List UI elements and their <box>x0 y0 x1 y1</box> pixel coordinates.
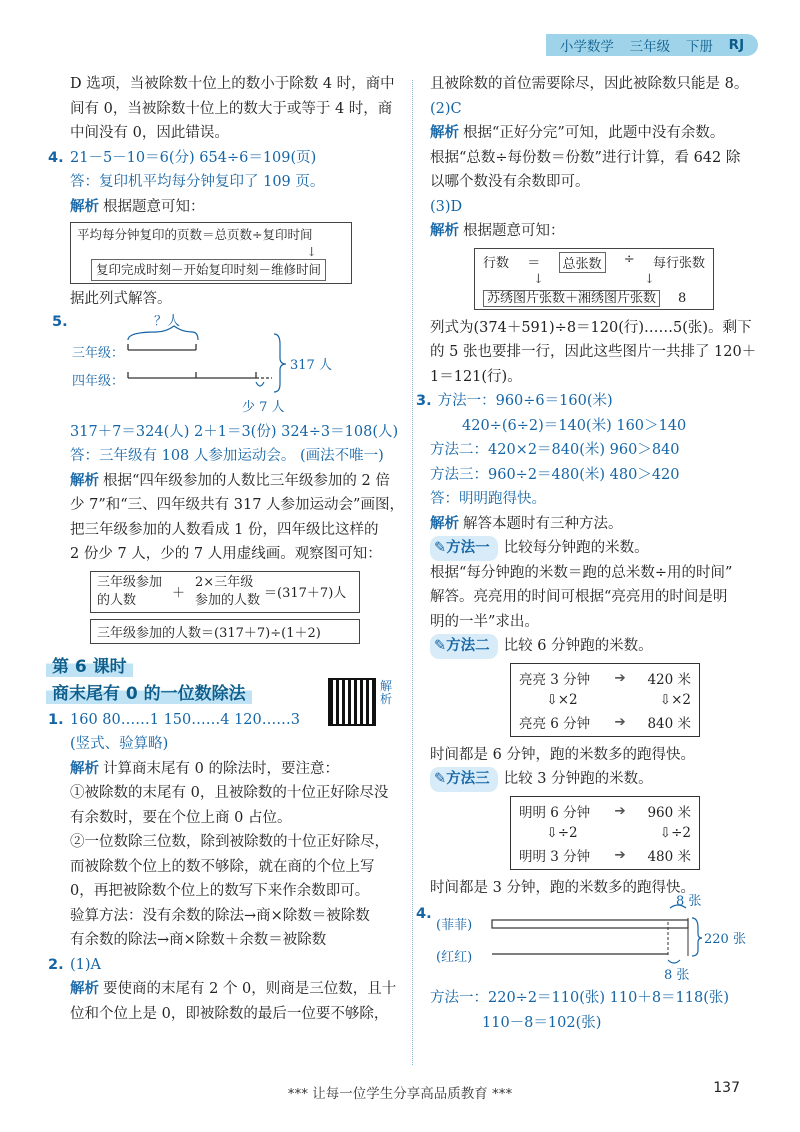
method-two-badge: ✎方法二 <box>430 634 498 659</box>
c3-b6: 苏绣图片张数＋湘绣图片张数 <box>483 290 660 307</box>
q5-formula-box <box>90 571 360 613</box>
c3-b2: ＝ <box>527 255 541 271</box>
t1-r2b: 840 米 <box>647 715 691 732</box>
c2-line: 根据“总数÷每份数＝份数”进行计算，看 642 除 <box>430 149 741 166</box>
c3-b5: 每行张数 <box>652 255 705 271</box>
c3-b4: ÷ <box>623 251 635 267</box>
c3-relation-box <box>474 248 714 310</box>
bulb-icon: ✎ <box>434 540 447 556</box>
qr-label: 解析 <box>380 679 393 706</box>
l1-line: 1. 160 80……1 150……4 120……3 <box>48 711 300 728</box>
right-arrow-icon: ➔ <box>614 669 626 686</box>
qr-code-icon[interactable] <box>328 678 376 726</box>
q3-f1-line: 解答。亮亮用的时间可根据“亮亮用的时间是明 <box>430 589 728 605</box>
q3-table-2 <box>510 796 760 870</box>
q3-m1: 3. 方法一：960÷6＝160(米) <box>416 393 613 409</box>
q4-after: 据此列式解答。 <box>70 291 172 307</box>
q4-equation: 4. 21－5－10＝6(分) 654÷6＝109(页) <box>48 149 317 166</box>
t1-r1b: 420 米 <box>647 671 691 688</box>
c2-line: 以哪个数没有余数即可。 <box>430 174 590 190</box>
q4-box-bottom: 复印完成时刻－开始复印时刻－维修时间 <box>91 259 326 281</box>
down-arrow-icon: ↓ <box>306 244 317 259</box>
f-a2: 的人数 <box>97 592 137 608</box>
c2-analysis: 解析 根据“正好分完”可知，此题中没有余数。 <box>430 125 725 141</box>
f-b2: 参加的人数 <box>195 592 261 608</box>
c3-line: 列式为(374＋591)÷8＝120(行)……5(张)。剩下 <box>430 319 752 336</box>
q3-f3: ✎方法三 比较 3 分钟跑的米数。 <box>430 767 760 792</box>
q3-answer: 答：明明跑得快。 <box>430 491 546 507</box>
q5-analysis: 解析 根据“四年级参加的人数比三年级参加的 2 倍 <box>70 472 390 489</box>
l1-line-text: 验算方法：没有余数的除法→商×除数＝被除数 <box>70 907 370 924</box>
f-plus: ＋ <box>172 586 186 601</box>
q4r-m1b: 110－8＝102(张) <box>482 1014 602 1031</box>
method-three-badge: ✎方法三 <box>430 767 498 792</box>
l1-line-text: 有余数时，要在个位上商 0 占位。 <box>70 809 292 826</box>
lesson-title: 商末尾有 0 的一位数除法 <box>46 679 252 704</box>
c3-b1: 行数 <box>483 255 510 271</box>
header-subject: 小学数学 <box>559 39 614 55</box>
right-column <box>416 72 760 1035</box>
l1-line-text: 0，再把被除数个位上的数写下来作余数即可。 <box>70 883 370 899</box>
q5-formula-box-2: 三年级参加的人数＝(317＋7)÷(1＋2) <box>90 619 360 644</box>
c2-label: (2)C <box>430 100 462 117</box>
q5-analysis-line: 把三年级参加的人数看成 1 份，四年级比这样的 <box>70 521 379 538</box>
method-one-badge: ✎方法一 <box>430 536 498 561</box>
f-a1: 三年级参加 <box>97 574 163 590</box>
q3-m3: 方法三：960÷2＝480(米) 480＞420 <box>430 466 680 483</box>
t1-mb: ⇩×2 <box>659 691 691 708</box>
q4-bot8: 8 张 <box>664 968 690 983</box>
l1-line-text: 而被除数个位上的数不够除，就在商的个位上写 <box>70 858 375 875</box>
q3-m2: 方法二：420×2＝840(米) 960＞840 <box>430 442 680 458</box>
q4-hh: (红红) <box>436 950 473 965</box>
q5-row-grade3: 三年级： <box>72 345 125 361</box>
l1-line-text: ②一位数除三位数，除到被除数的十位正好除尽， <box>70 834 389 850</box>
c3-line: 的 5 张也要排一行，因此这些图片一共排了 120＋ <box>430 344 757 360</box>
q5-unknown: ？人 <box>154 313 181 329</box>
q4-answer: 答：复印机平均每分钟复印了 109 页。 <box>70 174 325 190</box>
q3-f1-line: 根据“每分钟跑的米数＝跑的总米数÷用的时间” <box>430 564 733 581</box>
right-top-line: 且被除数的首位需要除尽，因此被除数只能是 8。 <box>430 76 749 92</box>
column-divider <box>412 80 413 1065</box>
q5-less: 少 7 人 <box>242 399 285 415</box>
t2-ma: ⇩÷2 <box>546 824 578 841</box>
q5-line-diagram <box>46 312 386 420</box>
t1-r2a: 亮亮 6 分钟 <box>519 715 591 732</box>
header-banner <box>546 34 758 56</box>
q4-ff: (菲菲) <box>436 918 473 933</box>
q4-total: 220 张 <box>704 932 746 947</box>
intro-line: D 选项，当被除数十位上的数小于除数 4 时，商中 <box>70 76 395 92</box>
q3-t2-after: 时间都是 3 分钟，跑的米数多的跑得快。 <box>430 879 695 896</box>
q4-top8: 8 张 <box>676 894 702 909</box>
header-volume: 下册 <box>685 39 713 55</box>
c3-label: (3)D <box>430 198 463 215</box>
q4-diagram <box>416 894 760 986</box>
q5-row-grade4: 四年级： <box>72 373 125 389</box>
q5-diagram <box>46 312 396 420</box>
right-arrow-icon: ➔ <box>614 713 626 730</box>
q3-table-1 <box>510 663 760 737</box>
q5-number: 5. <box>52 313 68 330</box>
c3-b7: 8 <box>678 290 687 306</box>
page-number: 137 <box>713 1080 740 1096</box>
t2-mb: ⇩÷2 <box>659 824 691 841</box>
l2-line-text: 位和个位上是 0，即被除数的最后一位要不够除， <box>70 1005 389 1022</box>
intro-line: 中间没有 0，因此错误。 <box>70 125 229 141</box>
q5-analysis-line: 少 7”和“三、四年级共有 317 人参加运动会”画图， <box>70 497 404 513</box>
t2-r2b: 480 米 <box>647 848 691 865</box>
t2-r2a: 明明 3 分钟 <box>519 848 591 865</box>
right-arrow-icon: ➔ <box>614 802 626 819</box>
f-b1: 2×三年级 <box>195 574 254 590</box>
l1-analysis: 解析 计算商末尾有 0 的除法时，要注意： <box>70 760 339 777</box>
t2-r1b: 960 米 <box>647 804 691 821</box>
footer-slogan: *** 让每一位学生分享高品质教育 *** <box>287 1086 513 1102</box>
q3-t1-after: 时间都是 6 分钟，跑的米数多的跑得快。 <box>430 746 695 763</box>
q5-analysis-line: 2 份少 7 人，少的 7 人用虚线画。观察图可知： <box>70 546 382 562</box>
f-eq: ＝(317＋7)人 <box>264 586 347 601</box>
q4r-number: 4. <box>416 906 432 922</box>
down-arrow-icon: ↓ ↓ <box>533 271 655 287</box>
q5-answer: 答：三年级有 108 人参加运动会。 (画法不唯一) <box>70 448 384 464</box>
bulb-icon: ✎ <box>434 771 447 787</box>
l2-line: 2. (1)A <box>48 956 102 973</box>
q3-analysis: 解析 解答本题时有三种方法。 <box>430 515 623 532</box>
q4-relation-box <box>70 222 396 284</box>
q4r-m1: 方法一：220÷2＝110(张) 110＋8＝118(张) <box>430 990 730 1006</box>
header-grade: 三年级 <box>629 39 671 55</box>
left-column <box>46 72 404 1026</box>
q3-f2: ✎方法二 比较 6 分钟跑的米数。 <box>430 634 760 659</box>
q3-f1-line: 明的一半”求出。 <box>430 613 539 630</box>
right-arrow-icon: ➔ <box>614 846 626 863</box>
t1-r1a: 亮亮 3 分钟 <box>519 671 591 688</box>
c3-line: 1＝121(行)。 <box>430 368 522 385</box>
q3-f1: ✎方法一 比较每分钟跑的米数。 <box>430 536 760 561</box>
l2-analysis: 解析 要使商的末尾有 2 个 0，则商是三位数，且十 <box>70 981 397 997</box>
l1-line-text: ①被除数的末尾有 0，且被除数的十位正好除尽没 <box>70 785 389 801</box>
bulb-icon: ✎ <box>434 638 447 654</box>
l1-sub: (竖式、验算略) <box>70 736 169 752</box>
c3-analysis: 解析 根据题意可知： <box>430 223 565 239</box>
q4-box-top: 平均每分钟复印的页数＝总页数÷复印时间 <box>77 227 313 242</box>
q3-m1b: 420÷(6÷2)＝140(米) 160＞140 <box>462 417 687 434</box>
l1-line-text: 有余数的除法→商×除数＋余数＝被除数 <box>70 932 327 948</box>
t1-ma: ⇩×2 <box>546 691 578 708</box>
lesson-number: 第 6 课时 <box>46 652 133 677</box>
q5-equation: 317＋7＝324(人) 2＋1＝3(份) 324÷3＝108(人) <box>70 423 399 440</box>
intro-line: 间有 0，当被除数十位上的数大于或等于 4 时，商 <box>70 100 393 117</box>
q4-analysis: 解析 根据题意可知： <box>70 198 205 215</box>
t2-r1a: 明明 6 分钟 <box>519 804 591 821</box>
c3-b3: 总张数 <box>559 252 606 273</box>
q5-total: 317 人 <box>290 357 332 373</box>
header-edition: RJ <box>728 37 745 53</box>
